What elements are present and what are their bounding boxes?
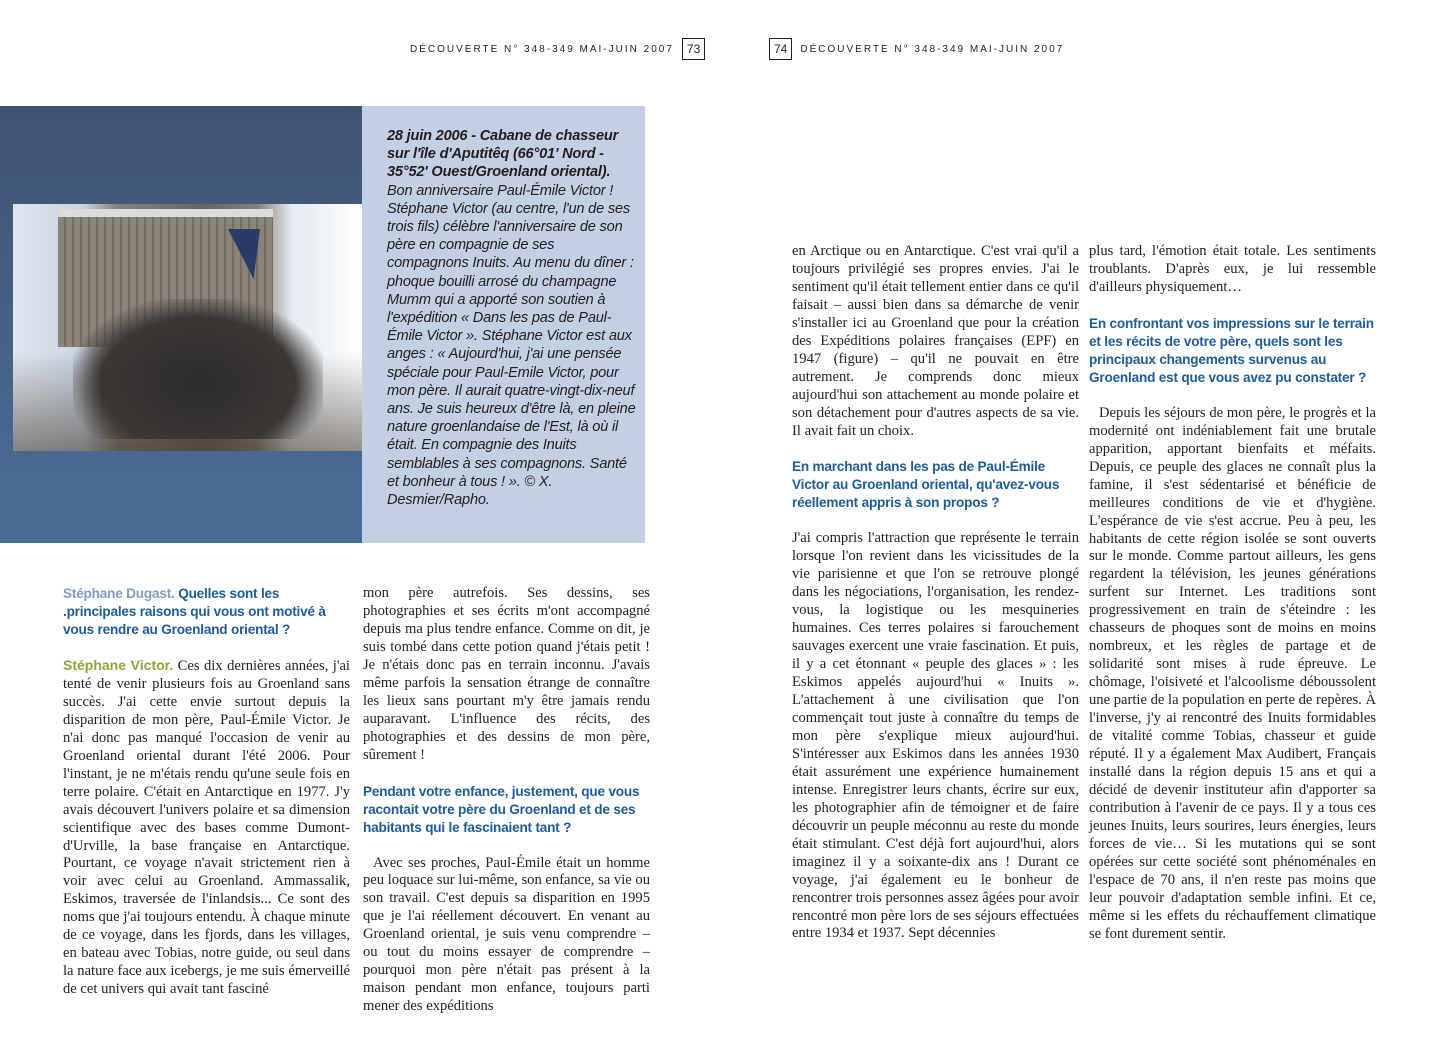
interviewer-name: Stéphane Dugast. bbox=[63, 586, 175, 601]
answer-2: Avec ses proches, Paul-Émile était un homme peu loquace sur lui-même, son enfance, sa vie ou son travail. C'est depuis sa disparition en 1995 que je l'ai réellement découvert. En venant au Groenland oriental, je suis venu comprendre – ou tout du moins essayer de comprendre – pourquoi mon père n'était pas présent à la maison pendant mon enfance, toujours parti mener des expéditions bbox=[363, 854, 650, 1015]
answer-2-continued: en Arctique ou en Antarctique. C'est vrai qu'il a toujours privilégié ses propres envies. J'ai le sentiment qu'il était tellement entier dans ce qu'il faisait – aussi bien dans sa démarche de venir s'installer ici au Groenland que pour la création des Expéditions polaires françaises (EPF) en 1947 (figure) – qu'il ne pouvait en être autrement. Je comprends donc mieux aujourd'hui son attachement au monde polaire et son détachement pour d'autres aspects de sa vie. Il avait fait un choix. bbox=[792, 243, 1079, 439]
answer-3: J'ai compris l'attraction que représente le terrain lorsque l'on revient dans les vicissitudes de la vie parisienne et que l'on se retrouve plongé dans les négociations, l'organisation, les rendez-vous, la logistique ou les mesquineries humaines. Ces terres polaires si farouchement sauvages exercent une vraie fascination. Et puis, il y a cet étonnant « peuple des glaces » : les Eskimos appelés aujourd'hui « Inuits ». L'attachement à une civilisation que l'on commençait tout juste à connaître du temps de mon père s'explique mieux aujourd'hui. S'intéresser aux Eskimos dans les années 1930 était assurément une expérience humainement intense. Enregistrer leurs chants, écrire sur eux, les photographier afin de témoigner et de faire découvrir un peuple méconnu au reste du monde était stimulant. C'est déjà fort aujourd'hui, alors imaginez il y a soixante-dix ans ! Durant ce voyage, j'ai également eu le bonheur de rencontrer trois personnes assez âgées pour avoir rencontré mon père lors de ses séjours effectuées entre 1934 et 1937. Sept décennies bbox=[792, 530, 1079, 942]
question-2: Pendant votre enfance, justement, que vous racontait votre père du Groenland et de ses habitants qui le fascinaient tant ? bbox=[363, 783, 640, 835]
question-text: Quelles sont les .principales raisons qui vous ont motivé à vous rendre au Groenland oriental ? bbox=[63, 586, 326, 637]
question-4: En confrontant vos impressions sur le terrain et les récits de votre père, quels sont les principaux changements survenus au Groenland est que vous avez pu constater ? bbox=[1089, 315, 1374, 385]
question-1 bbox=[63, 585, 350, 639]
magazine-issue-title: DÉCOUVERTE N° 348-349 MAI-JUIN 2007 bbox=[410, 43, 674, 55]
answer-3-continued: plus tard, l'émotion était totale. Les sentiments troublants. D'après eux, je lui ressemble d'ailleurs physiquement… bbox=[1089, 243, 1376, 295]
article-column-3 bbox=[792, 243, 1079, 943]
answer-1-continued: mon père autrefois. Ses dessins, ses photographies et ses écrits m'ont accompagné depuis ma plus tendre enfance. Comme on dit, je suis tombé dans cette potion quand j'étais petit ! Je n'étais donc pas en terrain inconnu. J'avais même parfois la sensation étrange de connaître les lieux sans pourtant m'y être jamais rendu auparavant. L'influence des récits, des photographies et des dessins de mon père, sûrement ! bbox=[363, 585, 650, 763]
answer-text: Ces dix dernières années, j'ai tenté de venir plusieurs fois au Groenland sans succès. J'ai cette envie surtout depuis la disparition de mon père, Paul-Émile Victor. Je n'ai donc pas manqué l'occasion de venir au Groenland oriental durant l'été 2006. Pour l'instant, je ne m'étais rendu qu'une seule fois en terre polaire. C'était en Antarctique en 1977. J'y avais découvert l'univers polaire et sa dimension scientifique avec des bases comme Dumont-d'Urville, la base française en Antarctique. Pourtant, ce voyage n'avait strictement rien à voir avec celui au Groenland. Ammassalik, Eskimos, traversée de l'inlandsis... Ce sont des noms que j'ai toujours entendu. À chaque minute de ce voyage, dans les fjords, dans les villages, en bateau avec Tobias, notre guide, ou seul dans la nature face aux icebergs, je me suis émerveillé de cet univers qui avait tant fasciné bbox=[63, 658, 350, 998]
cabin-photo bbox=[13, 204, 362, 451]
photo-panel bbox=[0, 106, 362, 543]
article-column-1 bbox=[63, 585, 350, 999]
magazine-issue-title: DÉCOUVERTE N° 348-349 MAI-JUIN 2007 bbox=[800, 43, 1065, 55]
interviewee-name: Stéphane Victor. bbox=[63, 657, 174, 673]
people-group-shape bbox=[73, 299, 323, 439]
page-number: 73 bbox=[682, 38, 705, 60]
page-number: 74 bbox=[769, 38, 792, 60]
caption-panel bbox=[362, 106, 645, 543]
answer-4: Depuis les séjours de mon père, le progrès et la modernité ont indéniablement fait une brutale apparition, apportant bienfaits et méfaits. Depuis, ce peuple des glaces ne connaît plus la famine, il s'est sédentarisé et bénéficie de meilleures conditions de vie et d'hygiène. L'espérance de vie s'est accrue. Peu à peu, les habitants de cette région isolée se sont ouverts sur le monde. Comme partout ailleurs, les gens regardent la télévision, les jeunes générations surfent sur Internet. Les traditions sont progressivement en train de s'éteindre : les chasseurs de phoques sont de moins en moins nombreux, et les règles de partage et de solidarité sont mises à rude épreuve. Le chômage, l'oisiveté et l'alcoolisme déboussolent une partie de la population en perte de repères. À l'inverse, j'y ai rencontré des Inuits formidables de vitalité comme Tobias, chasseur et guide réputé. Il y a également Max Audibert, Français installé dans la région depuis 15 ans et qui a décidé de devenir instituteur afin d'apporter sa contribution à l'avenir de ce pays. Il y a tous ces jeunes Inuits, leurs sourires, leurs énergies, leurs forces de vie… Si les mutations qui se sont opérées sur cette société sont phénoménales en l'espace de 70 ans, il n'en reste pas moins que leur pouvoir d'adaptation semble infini. Et ce, même si les effets du réchauffement climatique se font durement sentir. bbox=[1089, 404, 1376, 942]
photo-caption bbox=[387, 127, 639, 509]
answer-1 bbox=[63, 657, 350, 999]
caption-title: 28 juin 2006 - Cabane de chasseur sur l'île d'Aputitêq (66°01' Nord - 35°52' Ouest/Groenland oriental). bbox=[387, 128, 619, 181]
page-header-left bbox=[410, 38, 713, 60]
question-3: En marchant dans les pas de Paul-Émile Victor au Groenland oriental, qu'avez-vous réellement appris à son propos ? bbox=[792, 459, 1060, 511]
caption-text: Bon anniversaire Paul-Émile Victor ! Stéphane Victor (au centre, l'un de ses trois fils) célèbre l'anniversaire de son père en compagnie de ses compagnons Inuits. Au menu du dîner : phoque bouilli arrosé du champagne Mumm qui a apporté son soutien à l'expédition « Dans les pas de Paul-Émile Victor ». Stéphane Victor est aux anges : « Aujourd'hui, j'ai une pensée spéciale pour Paul-Emile Victor, pour mon père. Il aurait quatre-vingt-dix-neuf ans. Je suis heureux d'être là, en pleine nature groenlandaise de l'Est, là où il était. En compagnie des Inuits semblables à ses compagnons. Santé et bonheur à tous ! ». © X. Desmier/Rapho. bbox=[387, 182, 636, 509]
page-header-right bbox=[769, 38, 1064, 60]
article-column-2 bbox=[363, 585, 650, 1016]
article-column-4 bbox=[1089, 243, 1376, 943]
